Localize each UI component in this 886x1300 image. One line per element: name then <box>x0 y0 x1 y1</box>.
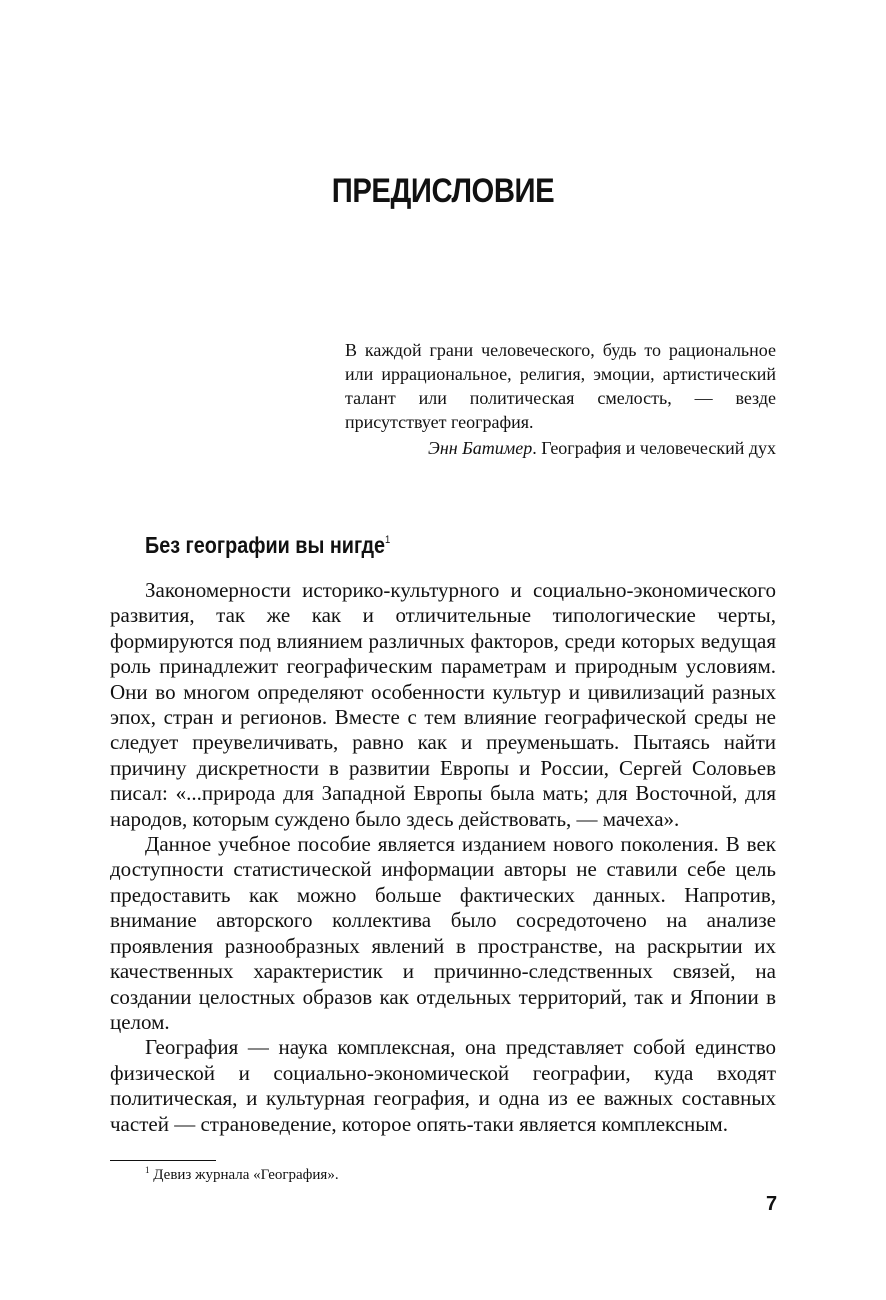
footnote-reference: 1 <box>385 534 391 546</box>
epigraph-source: . География и человеческий дух <box>532 438 776 458</box>
footnote-divider <box>110 1160 216 1161</box>
paragraph: Закономерности историко-культурного и социально-экономического развития, так же как и отличительные типологические черты, формируются под влиянием различных факторов, среди которых ведущая роль принадлежит географическим параметрам и природным условиям. Они во многом определяют особенности культур и цивилизаций разных эпох, стран и регионов. Вместе с тем влияние географической среды не следует преувеличивать, равно как и преуменьшать. Пытаясь найти причину дискретности в развитии Европы и России, Сергей Соловьев писал: «...природа для Западной Европы была мать; для Восточной, для народов, которым суждено было здесь действовать, — мачеха». <box>110 578 776 831</box>
footnote-text: Девиз журнала «География». <box>149 1167 339 1183</box>
footnote <box>145 1165 339 1184</box>
footnote-mark: 1 <box>145 1165 150 1175</box>
body-text <box>110 578 776 1137</box>
paragraph: География — наука комплексная, она представляет собой единство физической и социально-экономической географии, куда входят политическая, и культурная география, и одна из ее важных составных частей — страноведение, которое опять-таки является комплексным. <box>110 1035 776 1136</box>
section-heading-text: Без географии вы нигде <box>145 532 386 558</box>
paragraph: Данное учебное пособие является изданием нового поколения. В век доступности статистической информации авторы не ставили себе цель предоставить как можно больше фактических данных. Напротив, внимание авторского коллектива было сосредоточено на анализе проявления разнообразных явлений в пространстве, на раскрытии их качественных характеристик и причинно-следственных связей, на создании целостных образов как отдельных территорий, так и Японии в целом. <box>110 832 776 1034</box>
section-heading <box>145 532 390 559</box>
epigraph <box>345 338 776 460</box>
epigraph-author: Энн Батимер <box>428 438 533 458</box>
page-title: ПРЕДИСЛОВИЕ <box>331 172 555 210</box>
page-number: 7 <box>766 1193 778 1215</box>
epigraph-attribution <box>345 436 776 460</box>
epigraph-quote: В каждой грани человеческого, будь то рациональное или иррациональное, религия, эмоции, артистический талант или политическая смелость, — везде присутствует география. <box>345 340 776 432</box>
